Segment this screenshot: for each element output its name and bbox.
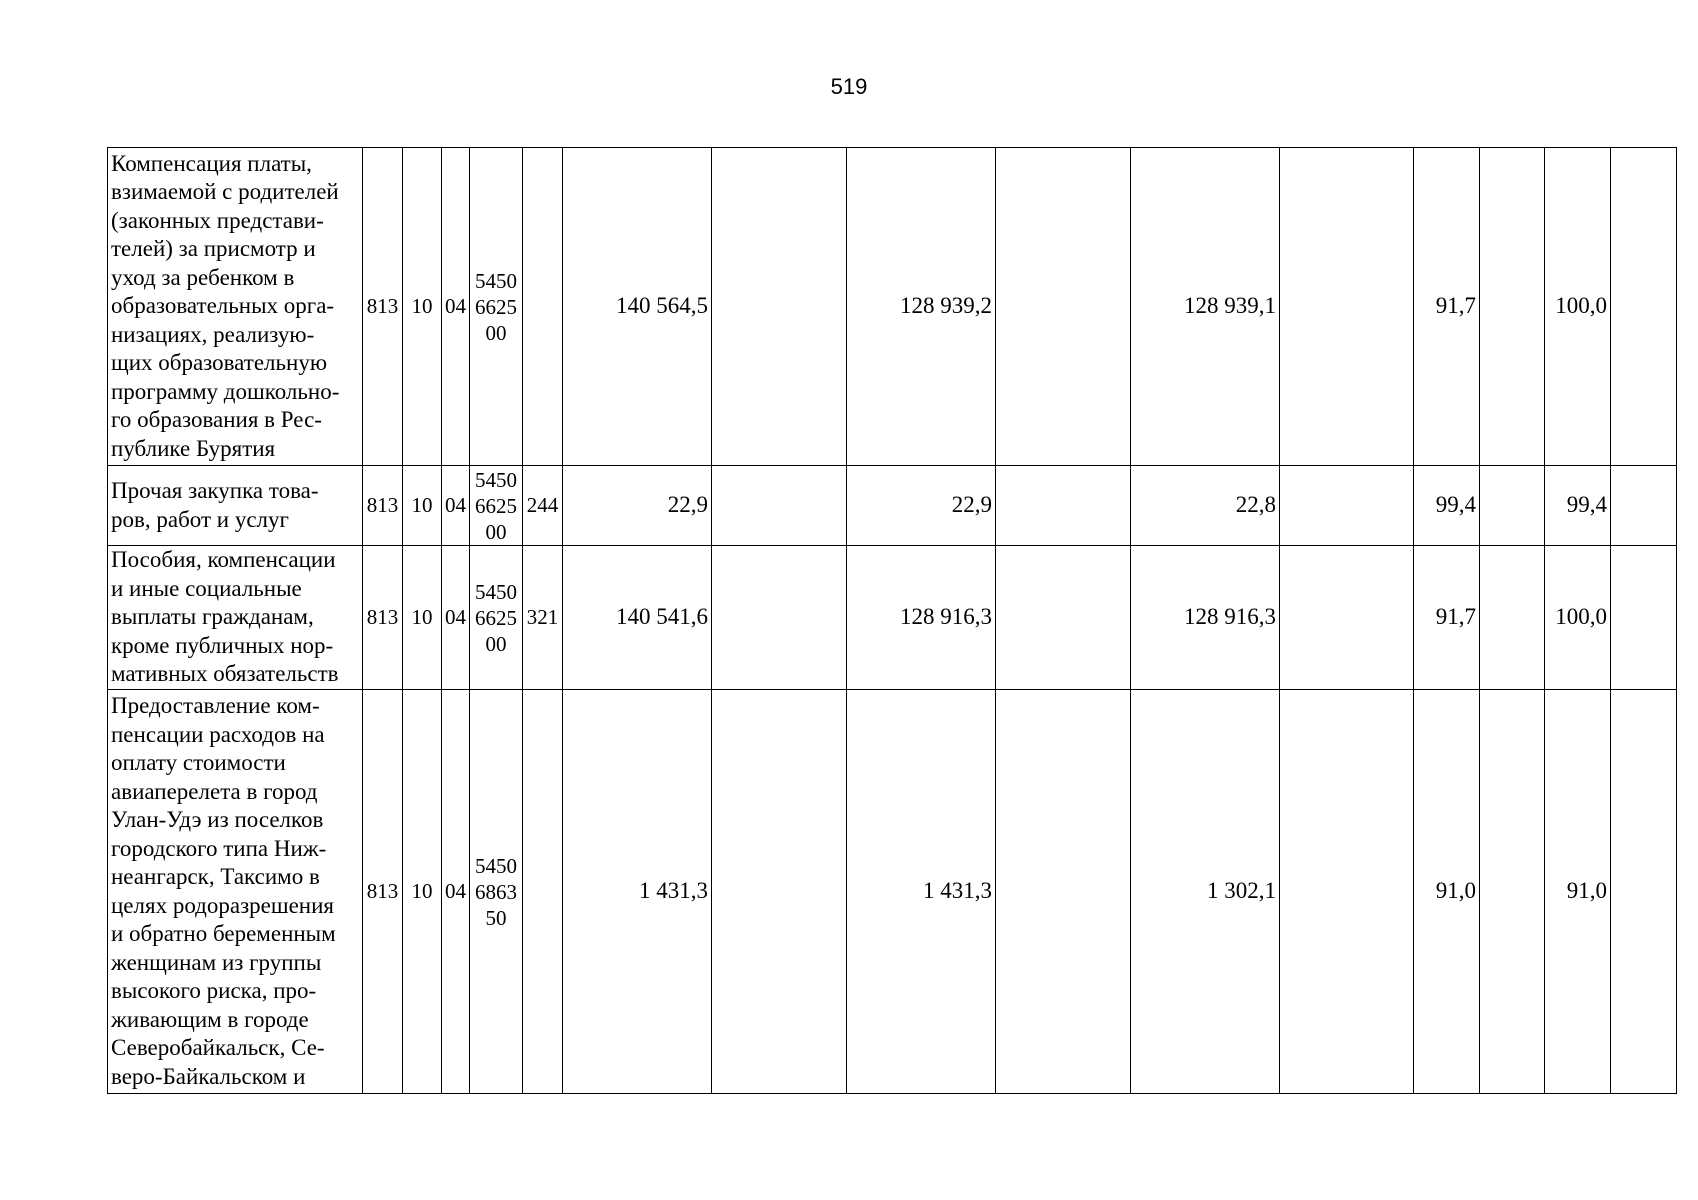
- target-article-cell: 5450 6625 00: [470, 466, 523, 546]
- executed-amount-cell: 128 939,1: [1131, 148, 1280, 466]
- target-article-cell: 5450 6625 00: [470, 546, 523, 690]
- subsection-code-cell: 04: [442, 690, 470, 1094]
- percent-of-plan-cell: 91,7: [1414, 546, 1480, 690]
- refined-amount-cell: 1 431,3: [847, 690, 996, 1094]
- section-code-cell: 10: [403, 690, 442, 1094]
- empty-cell: [1480, 546, 1545, 690]
- table-row: [108, 148, 1677, 466]
- executed-amount-cell: 1 302,1: [1131, 690, 1280, 1094]
- expense-name-cell: Предоставление ком- пенсации расходов на оплату стоимости авиаперелета в город Улан-Удэ из поселков городского типа Ниж- неангарск, Таксимо в целях родоразрешения и обратно беременным женщинам из группы высокого риска, про- живающим в городе Северобайкальск, Се- веро-Байкальском и: [108, 690, 363, 1094]
- ministry-code-cell: 813: [363, 690, 403, 1094]
- percent-of-refined-cell: 91,0: [1545, 690, 1611, 1094]
- empty-cell: [1611, 466, 1677, 546]
- subsection-code-cell: 04: [442, 546, 470, 690]
- percent-of-plan-cell: 99,4: [1414, 466, 1480, 546]
- table-row: [108, 466, 1677, 546]
- section-code-cell: 10: [403, 148, 442, 466]
- empty-cell: [996, 466, 1131, 546]
- empty-cell: [1480, 466, 1545, 546]
- empty-cell: [996, 546, 1131, 690]
- empty-cell: [1611, 148, 1677, 466]
- target-article-cell: 5450 6863 50: [470, 690, 523, 1094]
- empty-cell: [712, 690, 847, 1094]
- executed-amount-cell: 128 916,3: [1131, 546, 1280, 690]
- table-row: [108, 546, 1677, 690]
- percent-of-plan-cell: 91,0: [1414, 690, 1480, 1094]
- empty-cell: [712, 466, 847, 546]
- page-number: 519: [830, 74, 868, 99]
- empty-cell: [1280, 466, 1414, 546]
- target-article-cell: 5450 6625 00: [470, 148, 523, 466]
- empty-cell: [1280, 546, 1414, 690]
- ministry-code-cell: 813: [363, 546, 403, 690]
- section-code-cell: 10: [403, 466, 442, 546]
- ministry-code-cell: 813: [363, 466, 403, 546]
- executed-amount-cell: 22,8: [1131, 466, 1280, 546]
- empty-cell: [1480, 148, 1545, 466]
- empty-cell: [996, 148, 1131, 466]
- expense-name-cell: Компенсация платы, взимаемой с родителей (законных представи- телей) за присмотр и уход за ребенком в образовательных орга- низациях, реализую- щих образовательную программу дошкольно- го образования в Рес- публике Бурятия: [108, 148, 363, 466]
- plan-amount-cell: 22,9: [563, 466, 712, 546]
- empty-cell: [1611, 690, 1677, 1094]
- percent-of-refined-cell: 100,0: [1545, 546, 1611, 690]
- ministry-code-cell: 813: [363, 148, 403, 466]
- budget-table: [107, 147, 1677, 1094]
- refined-amount-cell: 128 916,3: [847, 546, 996, 690]
- plan-amount-cell: 1 431,3: [563, 690, 712, 1094]
- refined-amount-cell: 22,9: [847, 466, 996, 546]
- subsection-code-cell: 04: [442, 466, 470, 546]
- percent-of-refined-cell: 99,4: [1545, 466, 1611, 546]
- table-row: [108, 690, 1677, 1094]
- empty-cell: [1611, 546, 1677, 690]
- expense-type-cell: [523, 690, 563, 1094]
- percent-of-plan-cell: 91,7: [1414, 148, 1480, 466]
- expense-type-cell: 321: [523, 546, 563, 690]
- subsection-code-cell: 04: [442, 148, 470, 466]
- empty-cell: [1280, 690, 1414, 1094]
- percent-of-refined-cell: 100,0: [1545, 148, 1611, 466]
- section-code-cell: 10: [403, 546, 442, 690]
- empty-cell: [996, 690, 1131, 1094]
- empty-cell: [1280, 148, 1414, 466]
- refined-amount-cell: 128 939,2: [847, 148, 996, 466]
- expense-name-cell: Прочая закупка това- ров, работ и услуг: [108, 466, 363, 546]
- empty-cell: [1480, 690, 1545, 1094]
- expense-name-cell: Пособия, компенсации и иные социальные выплаты гражданам, кроме публичных нор- мативных обязательств: [108, 546, 363, 690]
- plan-amount-cell: 140 564,5: [563, 148, 712, 466]
- plan-amount-cell: 140 541,6: [563, 546, 712, 690]
- empty-cell: [712, 546, 847, 690]
- expense-type-cell: 244: [523, 466, 563, 546]
- expense-type-cell: [523, 148, 563, 466]
- empty-cell: [712, 148, 847, 466]
